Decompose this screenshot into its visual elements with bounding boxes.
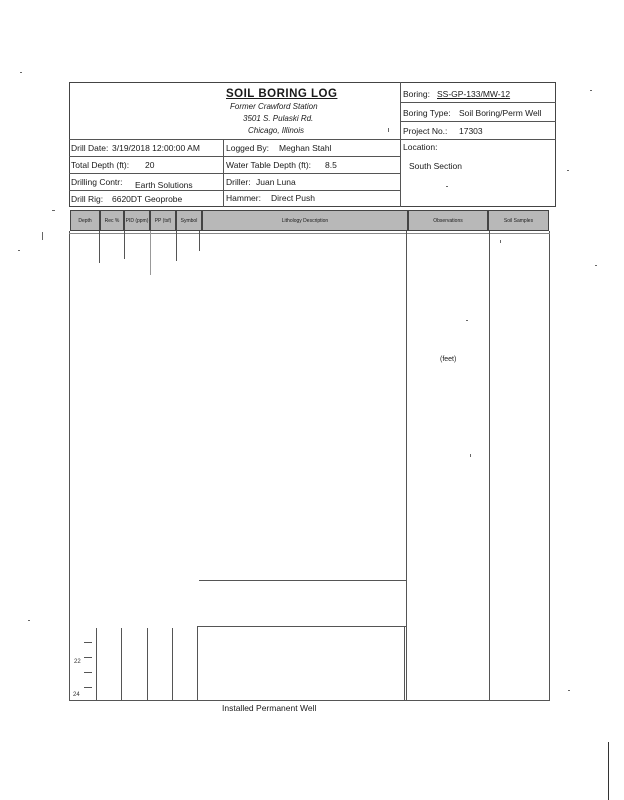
col-tick-4: [176, 231, 177, 261]
lower-col-3: [147, 628, 148, 700]
col-header-pp: PP (tsf): [150, 210, 176, 231]
lithology-left-divider: [199, 231, 200, 251]
depth-label-22: 22: [74, 659, 81, 665]
total-depth-label: Total Depth (ft):: [71, 160, 130, 170]
hammer-label: Hammer:: [226, 193, 261, 203]
body-right-border: [549, 231, 550, 701]
scan-speck: [500, 240, 501, 243]
scan-speck: [20, 72, 22, 73]
boring-type-label: Boring Type:: [403, 108, 451, 118]
water-table-value: 8.5: [325, 160, 337, 170]
scan-speck: [567, 170, 569, 171]
site-name: Former Crawford Station: [230, 102, 318, 111]
total-depth-value: 20: [145, 160, 155, 170]
scan-speck: [568, 690, 570, 691]
col-header-observations: Observations: [408, 210, 488, 231]
drill-rig-label: Drill Rig:: [71, 194, 104, 204]
col-header-lithology: Lithology Description: [202, 210, 408, 231]
project-no-value: 17303: [459, 126, 483, 136]
water-table-label: Water Table Depth (ft):: [226, 160, 312, 170]
lower-col-5: [197, 626, 198, 700]
drill-date-label: Drill Date:: [71, 143, 109, 153]
right-row-3: [400, 139, 556, 140]
header-row-3: [69, 190, 400, 191]
logged-by-label: Logged By:: [226, 143, 270, 153]
col-header-rec: Rec %: [100, 210, 124, 231]
driller-label: Driller:: [226, 177, 251, 187]
boring-value: SS-GP-133/MW-12: [437, 89, 511, 99]
lower-col-4: [172, 628, 173, 700]
obs-divider: [406, 231, 407, 701]
right-row-2: [400, 121, 556, 122]
location-label: Location:: [403, 142, 438, 152]
drill-rig-value: 6620DT Geoprobe: [112, 194, 183, 204]
samples-divider: [489, 231, 490, 701]
scan-speck: [28, 620, 30, 621]
scan-speck: [595, 265, 597, 266]
log-title: SOIL BORING LOG: [226, 88, 338, 100]
col-header-symbol: Symbol: [176, 210, 202, 231]
drill-date-value: 3/19/2018 12:00:00 AM: [112, 143, 200, 153]
right-row-1: [400, 102, 556, 103]
lithology-break-line: [199, 580, 406, 581]
depth-tick-mark-2: [84, 657, 92, 658]
depth-tick-mark-4: [84, 687, 92, 688]
scan-speck: [446, 186, 448, 187]
col-header-soil-samples: Soil Samples: [488, 210, 549, 231]
site-address: 3501 S. Pulaski Rd.: [243, 114, 314, 123]
scan-edge-line: [608, 742, 609, 800]
footer-note: Installed Permanent Well: [222, 703, 317, 713]
scan-speck: [470, 454, 471, 457]
header-title-bottom: [69, 139, 400, 140]
header-row-2: [69, 173, 400, 174]
scan-speck: [52, 210, 55, 211]
col-tick-1: [99, 231, 100, 263]
body-bottom-border: [69, 700, 550, 701]
col-tick-3: [150, 231, 151, 275]
lower-col-2: [121, 628, 122, 700]
col-header-depth: Depth: [70, 210, 100, 231]
depth-tick-mark-1: [84, 642, 92, 643]
lower-lith-right: [404, 626, 405, 700]
scan-speck: [18, 250, 20, 251]
site-city: Chicago, Illinois: [248, 126, 305, 135]
project-no-label: Project No.:: [403, 126, 448, 136]
col-tick-2: [124, 231, 125, 259]
lower-top-line: [197, 626, 406, 627]
scan-speck: [466, 320, 468, 321]
scan-speck: [388, 128, 389, 132]
boring-label: Boring:: [403, 89, 430, 99]
boring-type-value: Soil Boring/Perm Well: [459, 108, 542, 118]
col-header-pid: PID (ppm): [124, 210, 150, 231]
drilling-contr-value: Earth Solutions: [135, 180, 193, 190]
lower-col-1: [96, 628, 97, 700]
location-value: South Section: [409, 161, 462, 171]
hammer-value: Direct Push: [271, 193, 315, 203]
scan-speck: [590, 90, 592, 91]
depth-label-24: 24: [73, 692, 80, 698]
scan-speck: [42, 232, 43, 240]
depth-tick-mark-3: [84, 672, 92, 673]
driller-value: Juan Luna: [256, 177, 296, 187]
body-left-border: [69, 231, 70, 701]
logged-by-value: Meghan Stahl: [279, 143, 332, 153]
header-divider-right: [400, 82, 401, 207]
drilling-contr-label: Drilling Contr:: [71, 177, 123, 187]
observation-note: (feet): [440, 356, 457, 363]
body-top-line: [69, 233, 550, 234]
header-row-1: [69, 156, 400, 157]
